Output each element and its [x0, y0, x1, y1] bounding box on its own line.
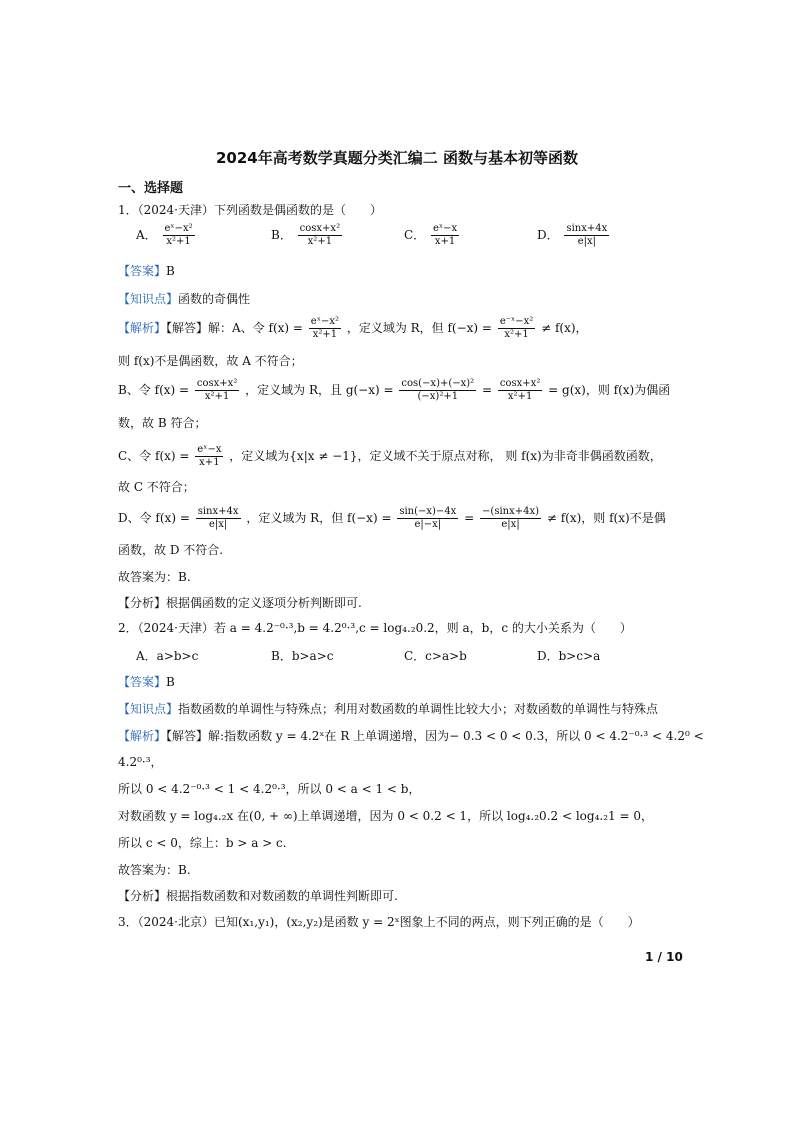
- solve-tag: 【解答】: [166, 321, 209, 335]
- q2-option-d: D．b>c>a: [537, 649, 601, 663]
- analysis-tag: 【解析】: [118, 321, 167, 335]
- answer-value: B: [166, 675, 175, 689]
- formula: $\frac{\text{cosx+x²}}{\text{x²+1}}$: [499, 378, 541, 402]
- analysis-text: B、令 f(x) =: [118, 383, 190, 397]
- q1-option-d: [537, 223, 611, 248]
- q1-stem: 1．（2024·天津）下列函数是偶函数的是（ ）: [118, 203, 382, 217]
- analysis-text: ，定义域为{x|x ≠ −1}，定义域不关于原点对称， 则 f(x)为非奇非偶函数函数，: [229, 449, 662, 463]
- equals-sign: =: [482, 383, 493, 397]
- analysis-text: ≠ f(x)，: [541, 321, 588, 335]
- formula: $\frac{\text{cosx+x²}}{\text{x²+1}}$: [196, 378, 238, 402]
- document-title: 2024年高考数学真题分类汇编二 函数与基本初等函数: [216, 149, 578, 167]
- q1-analysis-line-a: [118, 316, 588, 341]
- q2-analysis-line-5: 所以 c < 0，综上：b > a > c.: [118, 836, 287, 850]
- equals-sign: =: [464, 511, 475, 525]
- analysis-text: ，定义域为 R，但 f(−x) =: [346, 321, 492, 335]
- formula: $\frac{-(\sin x+4x)}{e|x|}$: [482, 506, 540, 530]
- knowledge-text: 函数的奇偶性: [178, 292, 251, 306]
- q1-analysis-line-a2: 则 f(x)不是偶函数，故 A 不符合；: [118, 354, 303, 368]
- option-formula: $\frac{\text{eˣ−x}}{x+1}$: [433, 223, 458, 247]
- analysis-text: ≠ f(x)，则 f(x)不是偶: [546, 511, 666, 525]
- fenxi-text: 根据指数函数和对数函数的单调性判断即可.: [166, 889, 398, 903]
- q1-analysis-line-b2: 数，故 B 符合；: [118, 416, 207, 430]
- q2-stem: 2．（2024·天津）若 a = 4.2⁻⁰·³,b = 4.2⁰·³,c = log₄.₂0.2，则 a，b，c 的大小关系为（ ）: [118, 621, 632, 635]
- option-formula: $\frac{\text{cosx+x²}}{\text{x²+1}}$: [299, 223, 341, 247]
- option-formula: $\frac{\text{eˣ−x²}}{\text{x²+1}}$: [164, 223, 193, 247]
- q2-analysis-line-2: 4.2⁰·³，: [118, 755, 163, 769]
- knowledge-tag: 【知识点】: [118, 292, 179, 306]
- analysis-text: D、令 f(x) =: [118, 511, 190, 525]
- q1-answer: [118, 262, 175, 279]
- q3-stem: 3．（2024·北京）已知(x₁,y₁)，(x₂,y₂)是函数 y = 2ˣ图象上不同的两点，则下列正确的是（ ）: [118, 915, 640, 929]
- fenxi-tag: 【分析】: [118, 889, 167, 903]
- q2-conclusion: 故答案为：B.: [118, 863, 191, 877]
- section-heading: 一、选择题: [118, 181, 184, 196]
- analysis-text: = g(x)，则 f(x)为偶函: [548, 383, 671, 397]
- option-letter: C．: [404, 228, 426, 242]
- q2-analysis-line-1: [118, 727, 704, 744]
- option-letter: D．: [537, 228, 559, 242]
- analysis-text: ，定义域为 R，且 g(−x) =: [245, 383, 394, 397]
- analysis-text: 解:指数函数 y = 4.2ˣ在 R 上单调递增，因为− 0.3 < 0 < 0.3，所以 0 < 4.2⁻⁰·³ < 4.2⁰ <: [208, 729, 704, 743]
- analysis-text: 解：A、令 f(x) =: [208, 321, 303, 335]
- q1-analysis-line-b: [118, 378, 670, 403]
- page-number: 1 / 10: [645, 950, 683, 964]
- answer-tag: 【答案】: [118, 264, 167, 278]
- knowledge-text: 指数函数的单调性与特殊点；利用对数函数的单调性比较大小；对数函数的单调性与特殊点: [178, 702, 659, 716]
- analysis-tag: 【解析】: [118, 729, 167, 743]
- q1-conclusion: 故答案为：B.: [118, 570, 191, 584]
- q2-option-b: B．b>a>c: [271, 649, 334, 663]
- formula: $\frac{\sin x+4x}{e|x|}$: [197, 506, 239, 530]
- fenxi-tag: 【分析】: [118, 596, 167, 610]
- q2-option-a: A．a>b>c: [136, 649, 199, 663]
- q2-analysis-line-4: 对数函数 y = log₄.₂x 在(0, + ∞)上单调递增，因为 0 < 0.2 < 1，所以 log₄.₂0.2 < log₄.₂1 = 0，: [118, 809, 653, 823]
- option-formula: $\frac{\sin x+4x}{e|x|}$: [566, 223, 608, 247]
- q1-fenxi: [118, 594, 362, 611]
- option-letter: B．: [271, 228, 292, 242]
- formula: $\frac{\sin(-x)-4x}{e|-x|}$: [399, 506, 457, 530]
- fenxi-text: 根据偶函数的定义逐项分析判断即可.: [166, 596, 362, 610]
- analysis-text: C、令 f(x) =: [118, 449, 190, 463]
- answer-tag: 【答案】: [118, 675, 167, 689]
- knowledge-tag: 【知识点】: [118, 702, 179, 716]
- q1-option-b: [271, 223, 344, 248]
- q2-fenxi: [118, 887, 398, 904]
- q1-option-c: [404, 223, 461, 248]
- q2-analysis-line-3: 所以 0 < 4.2⁻⁰·³ < 1 < 4.2⁰·³，所以 0 < a < 1 < b，: [118, 782, 421, 796]
- answer-value: B: [166, 264, 175, 278]
- solve-tag: 【解答】: [166, 729, 209, 743]
- option-letter: A．: [136, 228, 157, 242]
- q1-option-a: [136, 223, 197, 248]
- formula: $\frac{\text{eˣ−x²}}{\text{x²+1}}$: [310, 316, 339, 340]
- formula: $\frac{\text{eˣ−x}}{x+1}$: [197, 444, 222, 468]
- formula: $\frac{\text{e⁻ˣ−x²}}{\text{x²+1}}$: [499, 316, 534, 340]
- q1-knowledge: [118, 290, 250, 307]
- q1-analysis-line-c: [118, 444, 662, 469]
- q1-analysis-line-d2: 函数，故 D 不符合.: [118, 543, 224, 557]
- q2-option-c: C．c>a>b: [404, 649, 467, 663]
- q2-knowledge: [118, 700, 658, 717]
- formula: $\frac{\text{cos(−x)+(−x)²}}{\text{(−x)²+1}}$: [401, 378, 475, 402]
- q1-analysis-line-c2: 故 C 不符合；: [118, 480, 195, 494]
- q1-analysis-line-d: [118, 506, 666, 531]
- q2-answer: [118, 673, 175, 690]
- analysis-text: ，定义域为 R，但 f(−x) =: [246, 511, 392, 525]
